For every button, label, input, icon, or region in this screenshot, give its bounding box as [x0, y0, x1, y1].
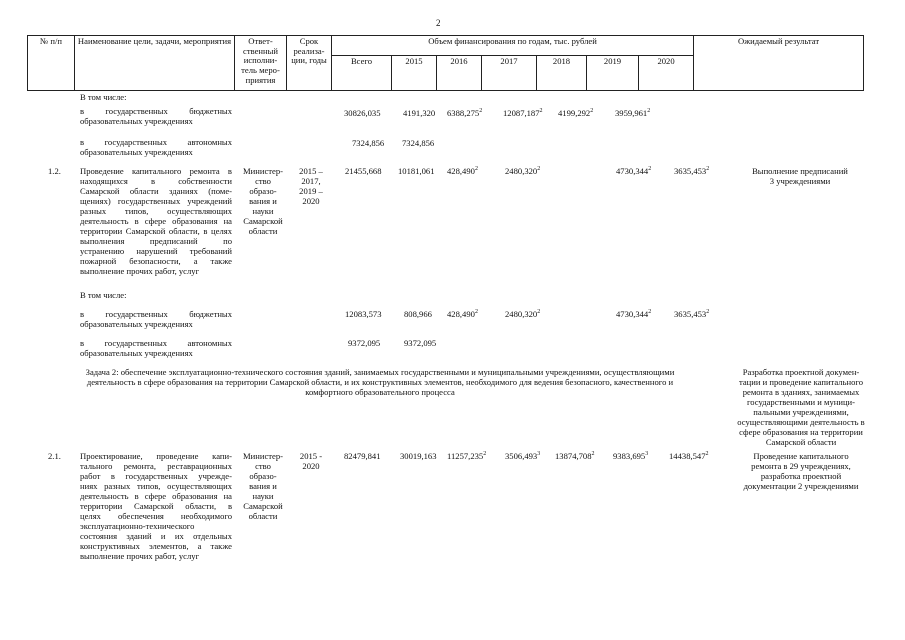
r21-2020: 14438,547$^2$: [669, 451, 709, 461]
r12-2016: 428,490$^2$: [447, 166, 478, 176]
budget1-2017: 12087,187$^2$: [503, 108, 543, 118]
header-year: 2017: [482, 56, 537, 91]
header-executor: Ответ-ственный исполни-тель меро-приятия: [235, 36, 287, 91]
budget2-2019: 4730,344$^2$: [616, 309, 652, 319]
header-total: Всего: [332, 56, 392, 91]
including-label: В том числе:: [80, 92, 127, 102]
header-num: № п/п: [28, 36, 75, 91]
autonomous-institutions-label: в государственных автономных: [80, 137, 232, 147]
budget1-total: 30826,035: [344, 108, 381, 118]
header-year: 2020: [639, 56, 694, 91]
r21-2016: 11257,235$^2$: [447, 451, 487, 461]
page-number: 2: [436, 18, 441, 28]
auto1-total: 7324,856: [352, 138, 385, 148]
budget1-2016: 6388,275$^2$: [447, 108, 483, 118]
budget2-total: 12083,573: [345, 309, 382, 319]
header-period: Срок реализа-ции, годы: [287, 36, 332, 91]
budget2-2016: 428,490$^2$: [447, 309, 478, 319]
r12-2019: 4730,344$^2$: [616, 166, 652, 176]
header-funding: Объем финансирования по годам, тыс. рублей: [332, 36, 694, 56]
budget-institutions-label: в государственных бюджетных: [80, 106, 232, 116]
autonomous-institutions-label-2: образовательных учреждениях: [80, 147, 193, 157]
budget2-2017: 2480,320$^2$: [505, 309, 541, 319]
r21-2015: 30019,163: [400, 451, 437, 461]
autonomous-institutions-label: в государственных автономных: [80, 338, 232, 348]
header-year: 2015: [392, 56, 437, 91]
budget1-2015: 4191,320: [403, 108, 436, 118]
auto1-2015: 7324,856: [402, 138, 435, 148]
header-name: Наименование цели, задачи, мероприятия: [75, 36, 235, 91]
r21-2019: 9383,695$^3$: [613, 451, 649, 461]
r21-total: 82479,841: [344, 451, 381, 461]
r12-2020: 3635,453$^2$: [674, 166, 710, 176]
r12-total: 21455,668: [345, 166, 382, 176]
r12-2017: 2480,320$^2$: [505, 166, 541, 176]
header-year: 2019: [587, 56, 639, 91]
row-number: 1.2.: [48, 166, 61, 176]
header-year: 2018: [537, 56, 587, 91]
r21-2018: 13874,708$^2$: [555, 451, 595, 461]
budget1-2018: 4199,292$^2$: [558, 108, 594, 118]
header-year: 2016: [437, 56, 482, 91]
budget-institutions-label-2: образовательных учреждениях: [80, 319, 193, 329]
row-number: 2.1.: [48, 451, 61, 461]
header-result: Ожидаемый результат: [694, 36, 864, 91]
r12-2015: 10181,061: [398, 166, 435, 176]
autonomous-institutions-label-2: образовательных учреждениях: [80, 348, 193, 358]
budget-institutions-label: в государственных бюджетных: [80, 309, 232, 319]
r21-2017: 3506,493$^3$: [505, 451, 541, 461]
including-label: В том числе:: [80, 290, 127, 300]
auto2-2015: 9372,095: [404, 338, 437, 348]
budget2-2020: 3635,453$^2$: [674, 309, 710, 319]
budget2-2015: 808,966: [404, 309, 432, 319]
budget-institutions-label-2: образовательных учреждениях: [80, 116, 193, 126]
budget1-2019: 3959,961$^2$: [615, 108, 651, 118]
auto2-total: 9372,095: [348, 338, 381, 348]
table-header: [27, 35, 864, 91]
